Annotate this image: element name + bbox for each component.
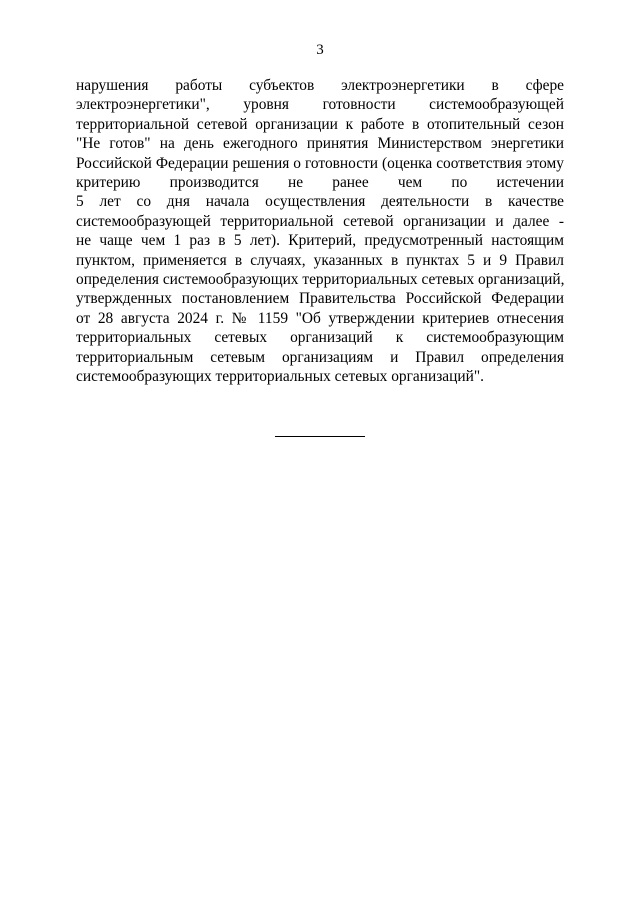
page-number: 3 (316, 42, 324, 58)
text-line: нарушения работы субъектов электроэнергетики в сфере (76, 77, 564, 94)
body-paragraph (76, 76, 564, 387)
text-line: критерию производится не ранее чем по истечении (76, 174, 564, 192)
text-line: утвержденных постановлением Правительства Российской Федерации (76, 290, 564, 308)
end-of-document-rule (275, 436, 365, 437)
text-line: не чаще чем 1 раз в 5 лет). Критерий, предусмотренный настоящим (76, 232, 564, 250)
text-line: системообразующих территориальных сетевых организаций". (76, 368, 484, 386)
text-line: территориальным сетевым организациям и Правил определения (76, 348, 564, 366)
text-line: территориальных сетевых организаций к системообразующим (76, 329, 564, 347)
text-line: от 28 августа 2024 г. № 1159 "Об утверждении критериев отнесения (76, 309, 564, 327)
text-line: пунктом, применяется в случаях, указанных в пунктах 5 и 9 Правил (76, 251, 564, 269)
text-line: электроэнергетики", уровня готовности системообразующей (76, 96, 564, 114)
text-line: определения системообразующих территориальных сетевых организаций, (76, 271, 565, 289)
text-line: системообразующей территориальной сетевой организации и далее - (76, 212, 564, 230)
text-line: территориальной сетевой организации к работе в отопительный сезон (76, 115, 564, 133)
text-line: 5 лет со дня начала осуществления деятельности в качестве (76, 193, 564, 211)
text-line: "Не готов" на день ежегодного принятия Министерством энергетики (76, 135, 564, 153)
text-line: Российской Федерации решения о готовности (оценка соответствия этому (76, 154, 564, 172)
